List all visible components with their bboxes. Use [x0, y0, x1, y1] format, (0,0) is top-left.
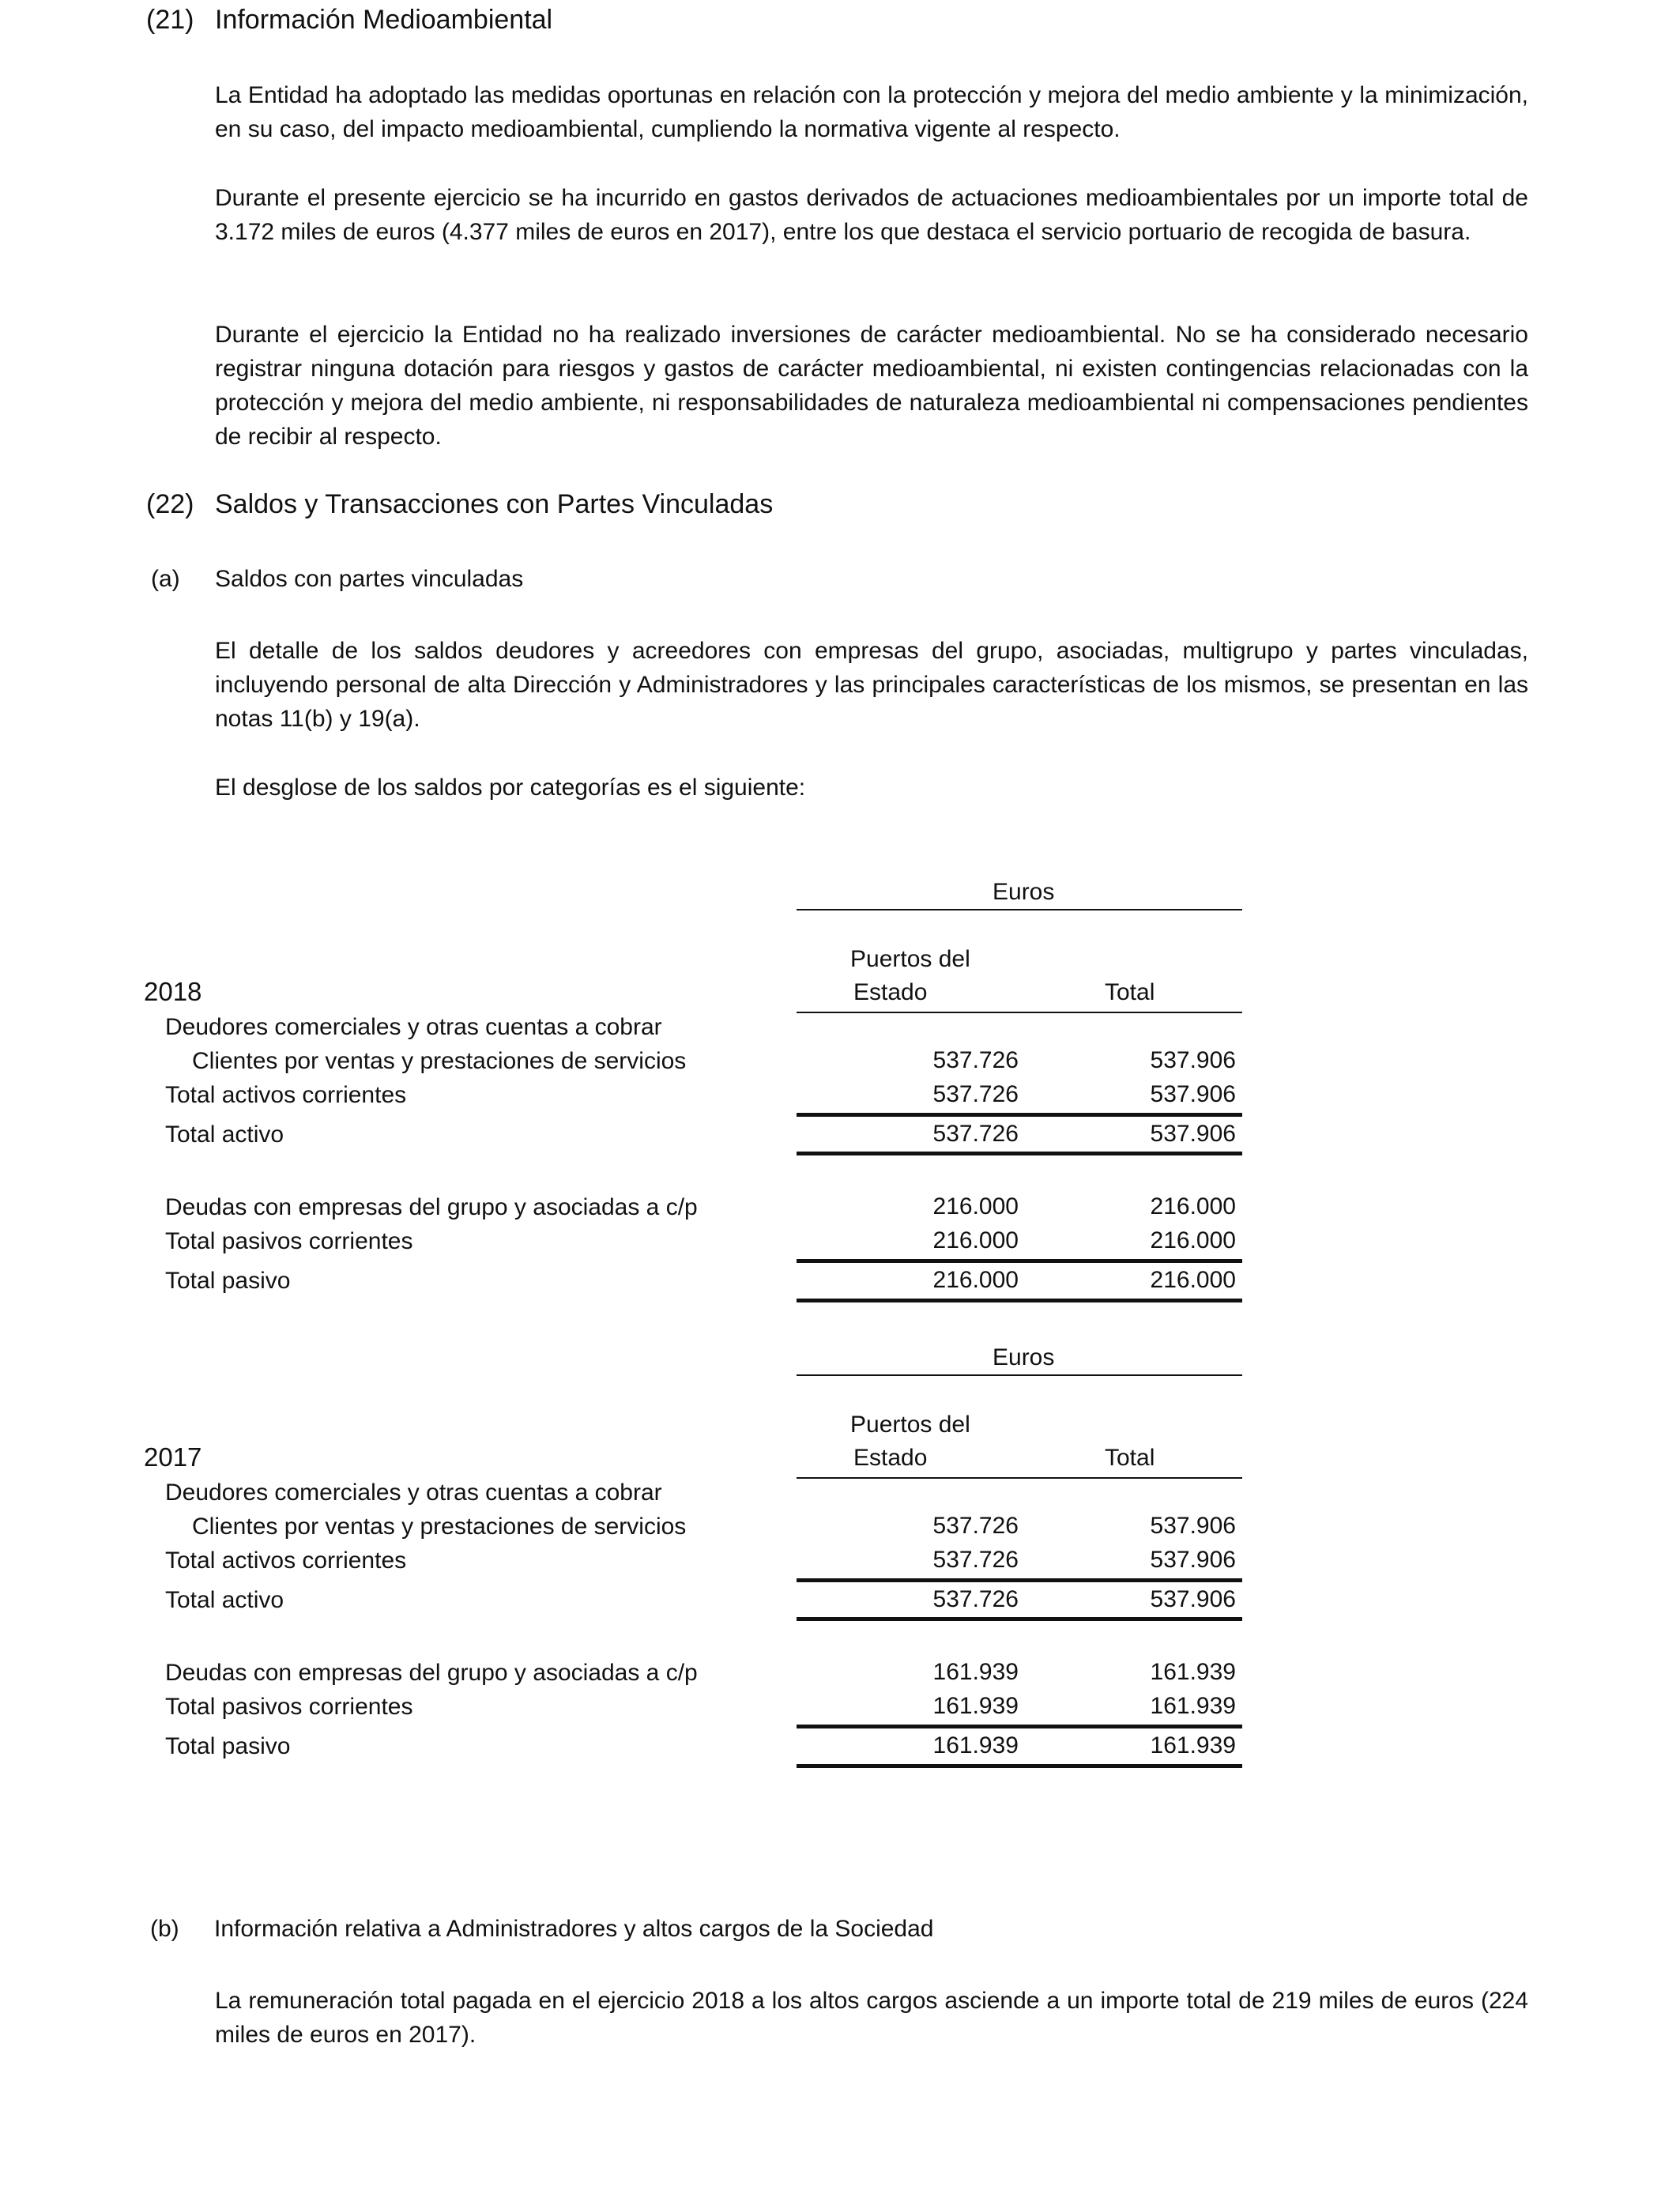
table-2018-currency-rule — [797, 909, 1242, 910]
table-2018-row-total-ac-value-2: 537.906 — [1150, 1081, 1236, 1107]
table-2017-row-total-ac-value-1: 537.726 — [932, 1547, 1019, 1573]
table-2017-row-total-a-value-1: 537.726 — [932, 1586, 1019, 1612]
table-2017-total-pasivo-bottom-rule — [797, 1764, 1242, 1768]
subsection-a-paragraph-2: El desglose de los saldos por categorías es el siguiente: — [215, 775, 806, 801]
table-2018-row-total-a-label: Total activo — [165, 1122, 284, 1148]
table-2017-currency-header: Euros — [993, 1344, 1055, 1370]
subsection-b-paragraph-1: La remuneración total pagada en el ejercicio 2018 a los altos cargos asciende a un importe total de 219 miles de euros (224 miles de euros en 2017). — [215, 1988, 1528, 2048]
table-2018-col1-header-line2: Estado — [853, 979, 928, 1005]
table-2017-row-total-pc-value-2: 161.939 — [1150, 1693, 1236, 1719]
table-2017-row-clientes-label: Clientes por ventas y prestaciones de servicios — [192, 1514, 687, 1540]
table-2018-currency-header: Euros — [993, 879, 1055, 905]
table-2018-total-pasivo-top-rule — [797, 1259, 1242, 1263]
table-2017-total-activo-bottom-rule — [797, 1617, 1242, 1621]
section-21-title: Información Medioambiental — [215, 5, 553, 35]
table-2018-row-total-ac-value-1: 537.726 — [932, 1081, 1019, 1107]
table-2018-row-total-pc-value-2: 216.000 — [1150, 1227, 1236, 1253]
table-2018-total-activo-bottom-rule — [797, 1152, 1242, 1155]
table-2018-total-pasivo-bottom-rule — [797, 1299, 1242, 1302]
table-2018-row-total-ac-label: Total activos corrientes — [165, 1082, 407, 1108]
table-2017-row-total-p-label: Total pasivo — [165, 1733, 291, 1759]
table-2018-year: 2018 — [144, 977, 202, 1006]
table-2017-row-total-ac-label: Total activos corrientes — [165, 1547, 407, 1574]
table-2017-row-clientes-value-1: 537.726 — [932, 1513, 1019, 1539]
section-22-title: Saldos y Transacciones con Partes Vinculadas — [215, 489, 774, 519]
section-21-paragraph-1: La Entidad ha adoptado las medidas oportunas en relación con la protección y mejora del medio ambiente y la minimización, en su caso, del impacto medioambiental, cumpliendo la normativa vigente al respecto. — [215, 82, 1528, 142]
table-2017-col2-header: Total — [1105, 1445, 1155, 1471]
table-2018-group-label: Deudores comerciales y otras cuentas a cobrar — [165, 1014, 662, 1040]
table-2018-row-total-p-label: Total pasivo — [165, 1268, 291, 1294]
table-2018-row-deudas-value-2: 216.000 — [1150, 1193, 1236, 1220]
subsection-a-title: Saldos con partes vinculadas — [215, 566, 524, 592]
subsection-a-number: (a) — [151, 566, 180, 592]
subsection-b-title: Información relativa a Administradores y altos cargos de la Sociedad — [214, 1916, 934, 1942]
subsection-a-paragraph-1: El detalle de los saldos deudores y acreedores con empresas del grupo, asociadas, multigrupo y partes vinculadas, incluyendo personal de alta Dirección y Administradores y las principales características de los mismos, se presentan en las notas 11(b) y 19(a). — [215, 638, 1528, 732]
table-2018-row-total-p-value-1: 216.000 — [932, 1267, 1019, 1293]
table-2017-currency-rule — [797, 1374, 1242, 1376]
table-2017-total-pasivo-top-rule — [797, 1725, 1242, 1728]
table-2018-header-rule — [797, 1012, 1242, 1013]
table-2017-row-deudas-value-1: 161.939 — [932, 1659, 1019, 1685]
table-2018-total-activo-top-rule — [797, 1113, 1242, 1117]
table-2018-row-clientes-label: Clientes por ventas y prestaciones de servicios — [192, 1048, 687, 1074]
table-2018-row-clientes-value-1: 537.726 — [932, 1047, 1019, 1073]
table-2018-row-deudas-value-1: 216.000 — [932, 1193, 1019, 1220]
section-21-paragraph-2: Durante el presente ejercicio se ha incurrido en gastos derivados de actuaciones medioambientales por un importe total de 3.172 miles de euros (4.377 miles de euros en 2017), entre los que destaca el servicio portuario de recogida de basura. — [215, 185, 1528, 245]
table-2017-col1-header-line1: Puertos del — [850, 1412, 970, 1438]
table-2017-row-total-p-value-1: 161.939 — [932, 1732, 1019, 1759]
table-2017-row-total-pc-value-1: 161.939 — [932, 1693, 1019, 1719]
table-2018-col2-header: Total — [1105, 979, 1155, 1005]
table-2017-row-total-p-value-2: 161.939 — [1150, 1732, 1236, 1759]
table-2018-row-total-a-value-1: 537.726 — [932, 1121, 1019, 1147]
table-2018-row-total-pc-label: Total pasivos corrientes — [165, 1228, 413, 1254]
section-22-number: (22) — [146, 489, 194, 519]
section-21-number: (21) — [146, 5, 194, 35]
table-2018-row-deudas-label: Deudas con empresas del grupo y asociadas a c/p — [165, 1194, 698, 1220]
table-2018-col1-header-line1: Puertos del — [850, 946, 970, 972]
table-2017-row-total-pc-label: Total pasivos corrientes — [165, 1694, 413, 1720]
table-2017-row-deudas-label: Deudas con empresas del grupo y asociadas a c/p — [165, 1660, 698, 1686]
table-2017-row-total-ac-value-2: 537.906 — [1150, 1547, 1236, 1573]
table-2017-row-total-a-label: Total activo — [165, 1587, 284, 1613]
table-2017-total-activo-top-rule — [797, 1578, 1242, 1582]
table-2018-row-total-a-value-2: 537.906 — [1150, 1121, 1236, 1147]
table-2017-header-rule — [797, 1477, 1242, 1479]
table-2017-col1-header-line2: Estado — [853, 1445, 928, 1471]
table-2018-row-total-pc-value-1: 216.000 — [932, 1227, 1019, 1253]
table-2018-row-total-p-value-2: 216.000 — [1150, 1267, 1236, 1293]
table-2017-row-total-a-value-2: 537.906 — [1150, 1586, 1236, 1612]
table-2017-group-label: Deudores comerciales y otras cuentas a cobrar — [165, 1480, 662, 1506]
table-2018-row-clientes-value-2: 537.906 — [1150, 1047, 1236, 1073]
table-2017-row-deudas-value-2: 161.939 — [1150, 1659, 1236, 1685]
section-21-paragraph-3: Durante el ejercicio la Entidad no ha realizado inversiones de carácter medioambiental. No se ha considerado necesario registrar ninguna dotación para riesgos y gastos de carácter medioambiental, ni existen contingencias relacionadas con la protección y mejora del medio ambiente, ni responsabilidades de naturaleza medioambiental ni compensaciones pendientes de recibir al respecto. — [215, 322, 1528, 450]
subsection-b-number: (b) — [150, 1916, 179, 1942]
table-2017-row-clientes-value-2: 537.906 — [1150, 1513, 1236, 1539]
table-2017-year: 2017 — [144, 1442, 202, 1472]
